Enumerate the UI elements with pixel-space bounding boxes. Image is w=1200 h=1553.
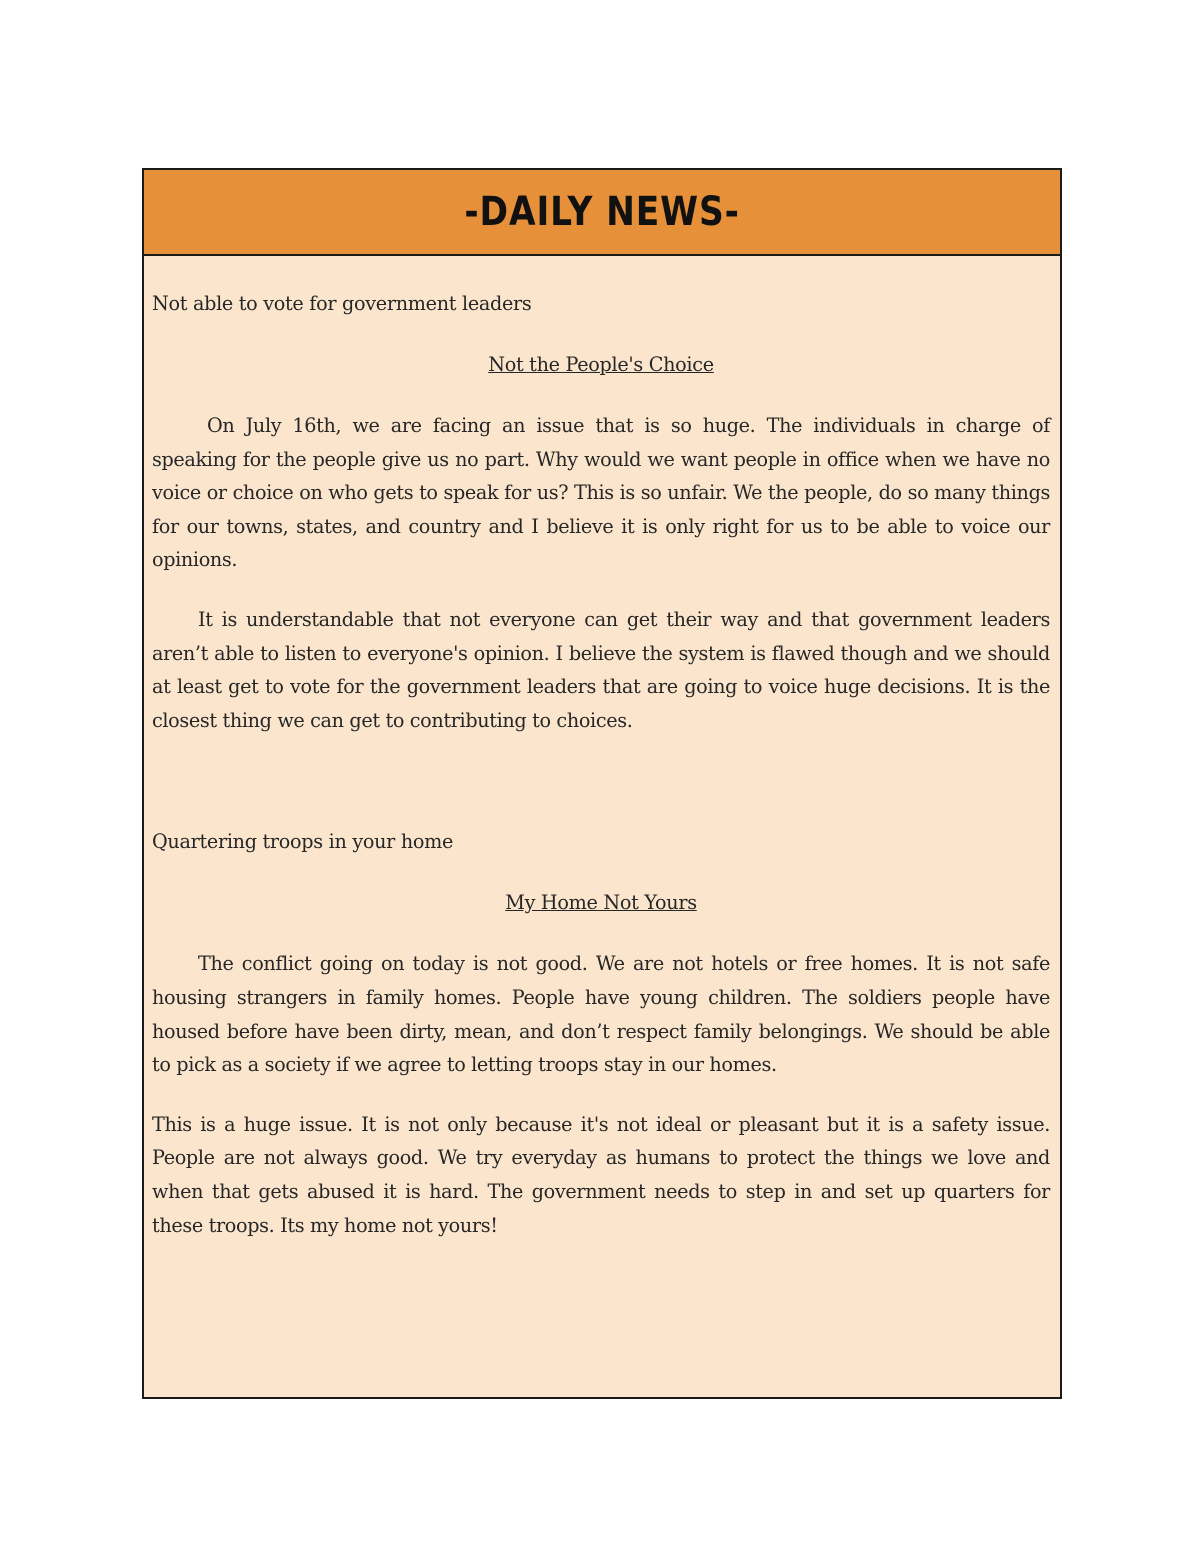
article-topic: Quartering troops in your home — [152, 830, 454, 854]
article-paragraph: This is a huge issue. It is not only because it's not ideal or pleasant but it is a safety issue. People are not always good. We try everyday as humans to protect the things we love and when that gets abused it is hard. The government needs to step in and set up quarters for these troops. Its my home not yours! — [152, 1112, 1050, 1237]
masthead — [144, 170, 1060, 256]
article-paragraph: It is understandable that not everyone can get their way and that government leaders aren’t able to listen to everyone's opinion. I believe the system is flawed though and we should at least get to vote for the government leaders that are going to voice huge decisions. It is the closest thing we can get to contributing to choices. — [152, 607, 1050, 732]
article-headline: My Home Not Yours — [505, 891, 697, 915]
newspaper-page — [142, 168, 1062, 1399]
article-paragraph: The conflict going on today is not good. We are not hotels or free homes. It is not safe housing strangers in family homes. People have young children. The soldiers people have housed before have been dirty, mean, and don’t respect family belongings. We should be able to pick as a society if we agree to letting troops stay in our homes. — [152, 952, 1050, 1077]
newspaper-content — [144, 256, 1060, 1242]
article-topic: Not able to vote for government leaders — [152, 292, 532, 315]
article-headline: Not the People's Choice — [488, 353, 714, 376]
article-quartering — [152, 737, 1050, 1242]
article-voting — [152, 256, 1050, 737]
masthead-title: -DAILY NEWS- — [464, 189, 740, 235]
article-paragraph: On July 16th, we are facing an issue that is so huge. The individuals in charge of speaking for the people give us no part. Why would we want people in office when we have no voice or choice on who gets to speak for us? This is so unfair. We the people, do so many things for our towns, states, and country and I believe it is only right for us to be able to voice our opinions. — [152, 414, 1050, 572]
